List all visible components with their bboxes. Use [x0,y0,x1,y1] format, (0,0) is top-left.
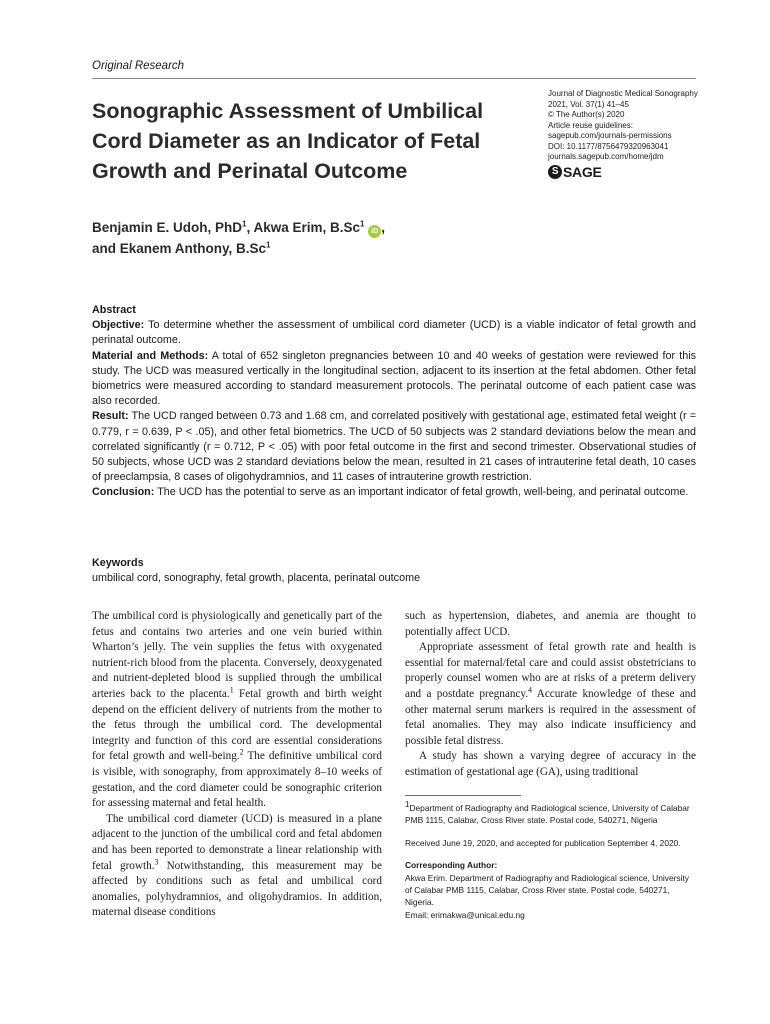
journal-home-link[interactable]: journals.sagepub.com/home/jdm [548,152,664,161]
copyright-line: © The Author(s) 2020 [548,110,625,119]
body-paragraph: The umbilical cord diameter (UCD) is measured in a plane adjacent to the junction of the umbilical cord and fetal abdomen and has been reported to demonstrate a linear relationship with fetal growth.$^3$ Notwithstanding, this measurement may be affected by conditions such as fetal and umbilical cord anomalies, polyhydramnios, and oligohydramios. In addition, maternal disease conditions [92,812,382,919]
footnotes [405,802,696,921]
abstract-methods: Material and Methods: A total of 652 singleton pregnancies between 10 and 40 weeks of gestation were reviewed for this study. The UCD was measured vertically in the longitudinal section, adjacent to its insertion at the fetal abdomen. Other fetal biometrics were measured according to standard measurement protocols. The perinatal outcome of each patient case was also recorded. [92,349,696,408]
keywords-text: umbilical cord, sonography, fetal growth, placenta, perinatal outcome [92,572,421,584]
article-title: Sonographic Assessment of Umbilical Cord Diameter as an Indicator of Fetal Growth and Perinatal Outcome [92,99,484,183]
citation-ref[interactable]: 4 [528,685,533,695]
keywords-heading: Keywords [92,557,144,569]
corresponding-author-email[interactable]: Email: erimakwa@unical.edu.ng [405,909,525,920]
body-column-left [92,609,382,921]
body-paragraph: The umbilical cord is physiologically and genetically part of the fetus and contains two arteries and one vein buried within Wharton’s jelly. The vein supplies the fetus with oxygenated nutrient-rich blood from the placenta. Conversely, deoxygenated and nutrient-depleted blood is supplied through the umbilical arteries back to the placenta.$^1$ Fetal growth and birth weight depend on the efficient delivery of nutrients from the mother to the fetus through the umbilical cord. The developmental integrity and function of this cord are essential considerations for fetal growth and well-being.$^2$ The definitive umbilical cord is visible, with sonography, from approximately 8–10 weeks of gestation, and the cord diameter could be sonographic criterion for assessing maternal and fetal health. [92,610,382,810]
abstract-conclusion: Conclusion: The UCD has the potential to serve as an important indicator of fetal growth, well-being, and perinatal outcome. [92,486,689,499]
keywords [92,556,696,586]
affiliation-mark: 1 [360,219,365,229]
author-name: Benjamin E. Udoh, PhD [92,220,243,235]
reuse-guidelines-link[interactable]: sagepub.com/journals-permissions [548,131,672,140]
body-paragraph: A study has shown a varying degree of accuracy in the estimation of gestational age (GA), using traditional [405,750,696,778]
sage-logo-icon: S [548,165,562,179]
body-paragraph: Appropriate assessment of fetal growth rate and health is essential for maternal/fetal care and could assist obstetricians to properly counsel women who are at risks of a preterm delivery and a postdate pregnancy.$^4$ Accurate knowledge of these and other maternal serum markers is required in the assessment of fetal anomalies. They may also indicate insufficiency and possible fetal distress. [405,641,696,747]
citation-ref[interactable]: 1 [229,685,234,695]
abstract-heading: Abstract [92,304,136,316]
orcid-icon[interactable]: iD [368,225,381,238]
corresponding-author [405,859,696,921]
publisher-name: SAGE [563,164,602,180]
citation-ref[interactable]: 2 [239,747,244,757]
abstract-result: Result: The UCD ranged between 0.73 and 1.68 cm, and correlated positively with gestational age, estimated fetal weight (r = 0.779, r = 0.639, P < .05), and other fetal biometrics. The UCD of 50 subjects was 2 standard deviations below the mean and correlated significantly (r = 0.712, P < .05) with poor fetal outcome in the first and second trimester. Observational studies of 50 subjects, whose UCD was 2 standard deviations below the mean, resulted in 21 cases of intrauterine fetal death, 10 cases of preeclampsia, 8 cases of oligohydramnios, and 11 cases of intrauterine growth restriction. [92,410,697,484]
citation-ref[interactable]: 3 [154,856,159,866]
journal-info [548,89,708,163]
body-paragraph: such as hypertension, diabetes, and anemia are thought to potentially affect UCD. [405,610,696,638]
reuse-guidelines-label: Article reuse guidelines: [548,120,633,130]
abstract-objective: Objective: To determine whether the assessment of umbilical cord diameter (UCD) is a viable indicator of fetal growth and perinatal outcome. [92,319,696,347]
body-column-right [405,609,696,781]
header-divider [92,78,696,79]
affiliation-note: $^1$Department of Radiography and Radiological science, University of Calabar PMB 1115, Calabar, Cross River state. Postal code, 540271, Nigeria [405,800,690,826]
abstract [92,303,696,501]
corresponding-author-address: Akwa Erim. Department of Radiography and Radiological science, University of Calabar PMB 1115, Calabar, Cross River state. Postal code, 540271, Nigeria. [405,872,689,908]
author-list: Benjamin E. Udoh, PhD$^1$, Akwa Erim, B.Sc$^1$ iD , and Ekanem Anthony, B.Sc$^1$ [92,219,386,256]
corresponding-author-label: Corresponding Author: [405,860,498,871]
section-label: Original Research [92,60,185,72]
doi-link[interactable]: DOI: 10.1177/8756479320963041 [548,141,669,151]
author-name: Ekanem Anthony, B.Sc [119,241,267,256]
publisher-logo [548,164,601,180]
footnote-divider [405,795,521,796]
author-name: Akwa Erim, B.Sc [253,220,361,235]
journal-name: Journal of Diagnostic Medical Sonography [548,89,698,98]
received-date: Received June 19, 2020, and accepted for publication September 4, 2020. [405,837,681,848]
affiliation-mark: 1 [266,240,271,250]
affiliation-mark: 1 [242,219,247,229]
journal-volume: 2021, Vol. 37(1) 41–45 [548,99,629,109]
